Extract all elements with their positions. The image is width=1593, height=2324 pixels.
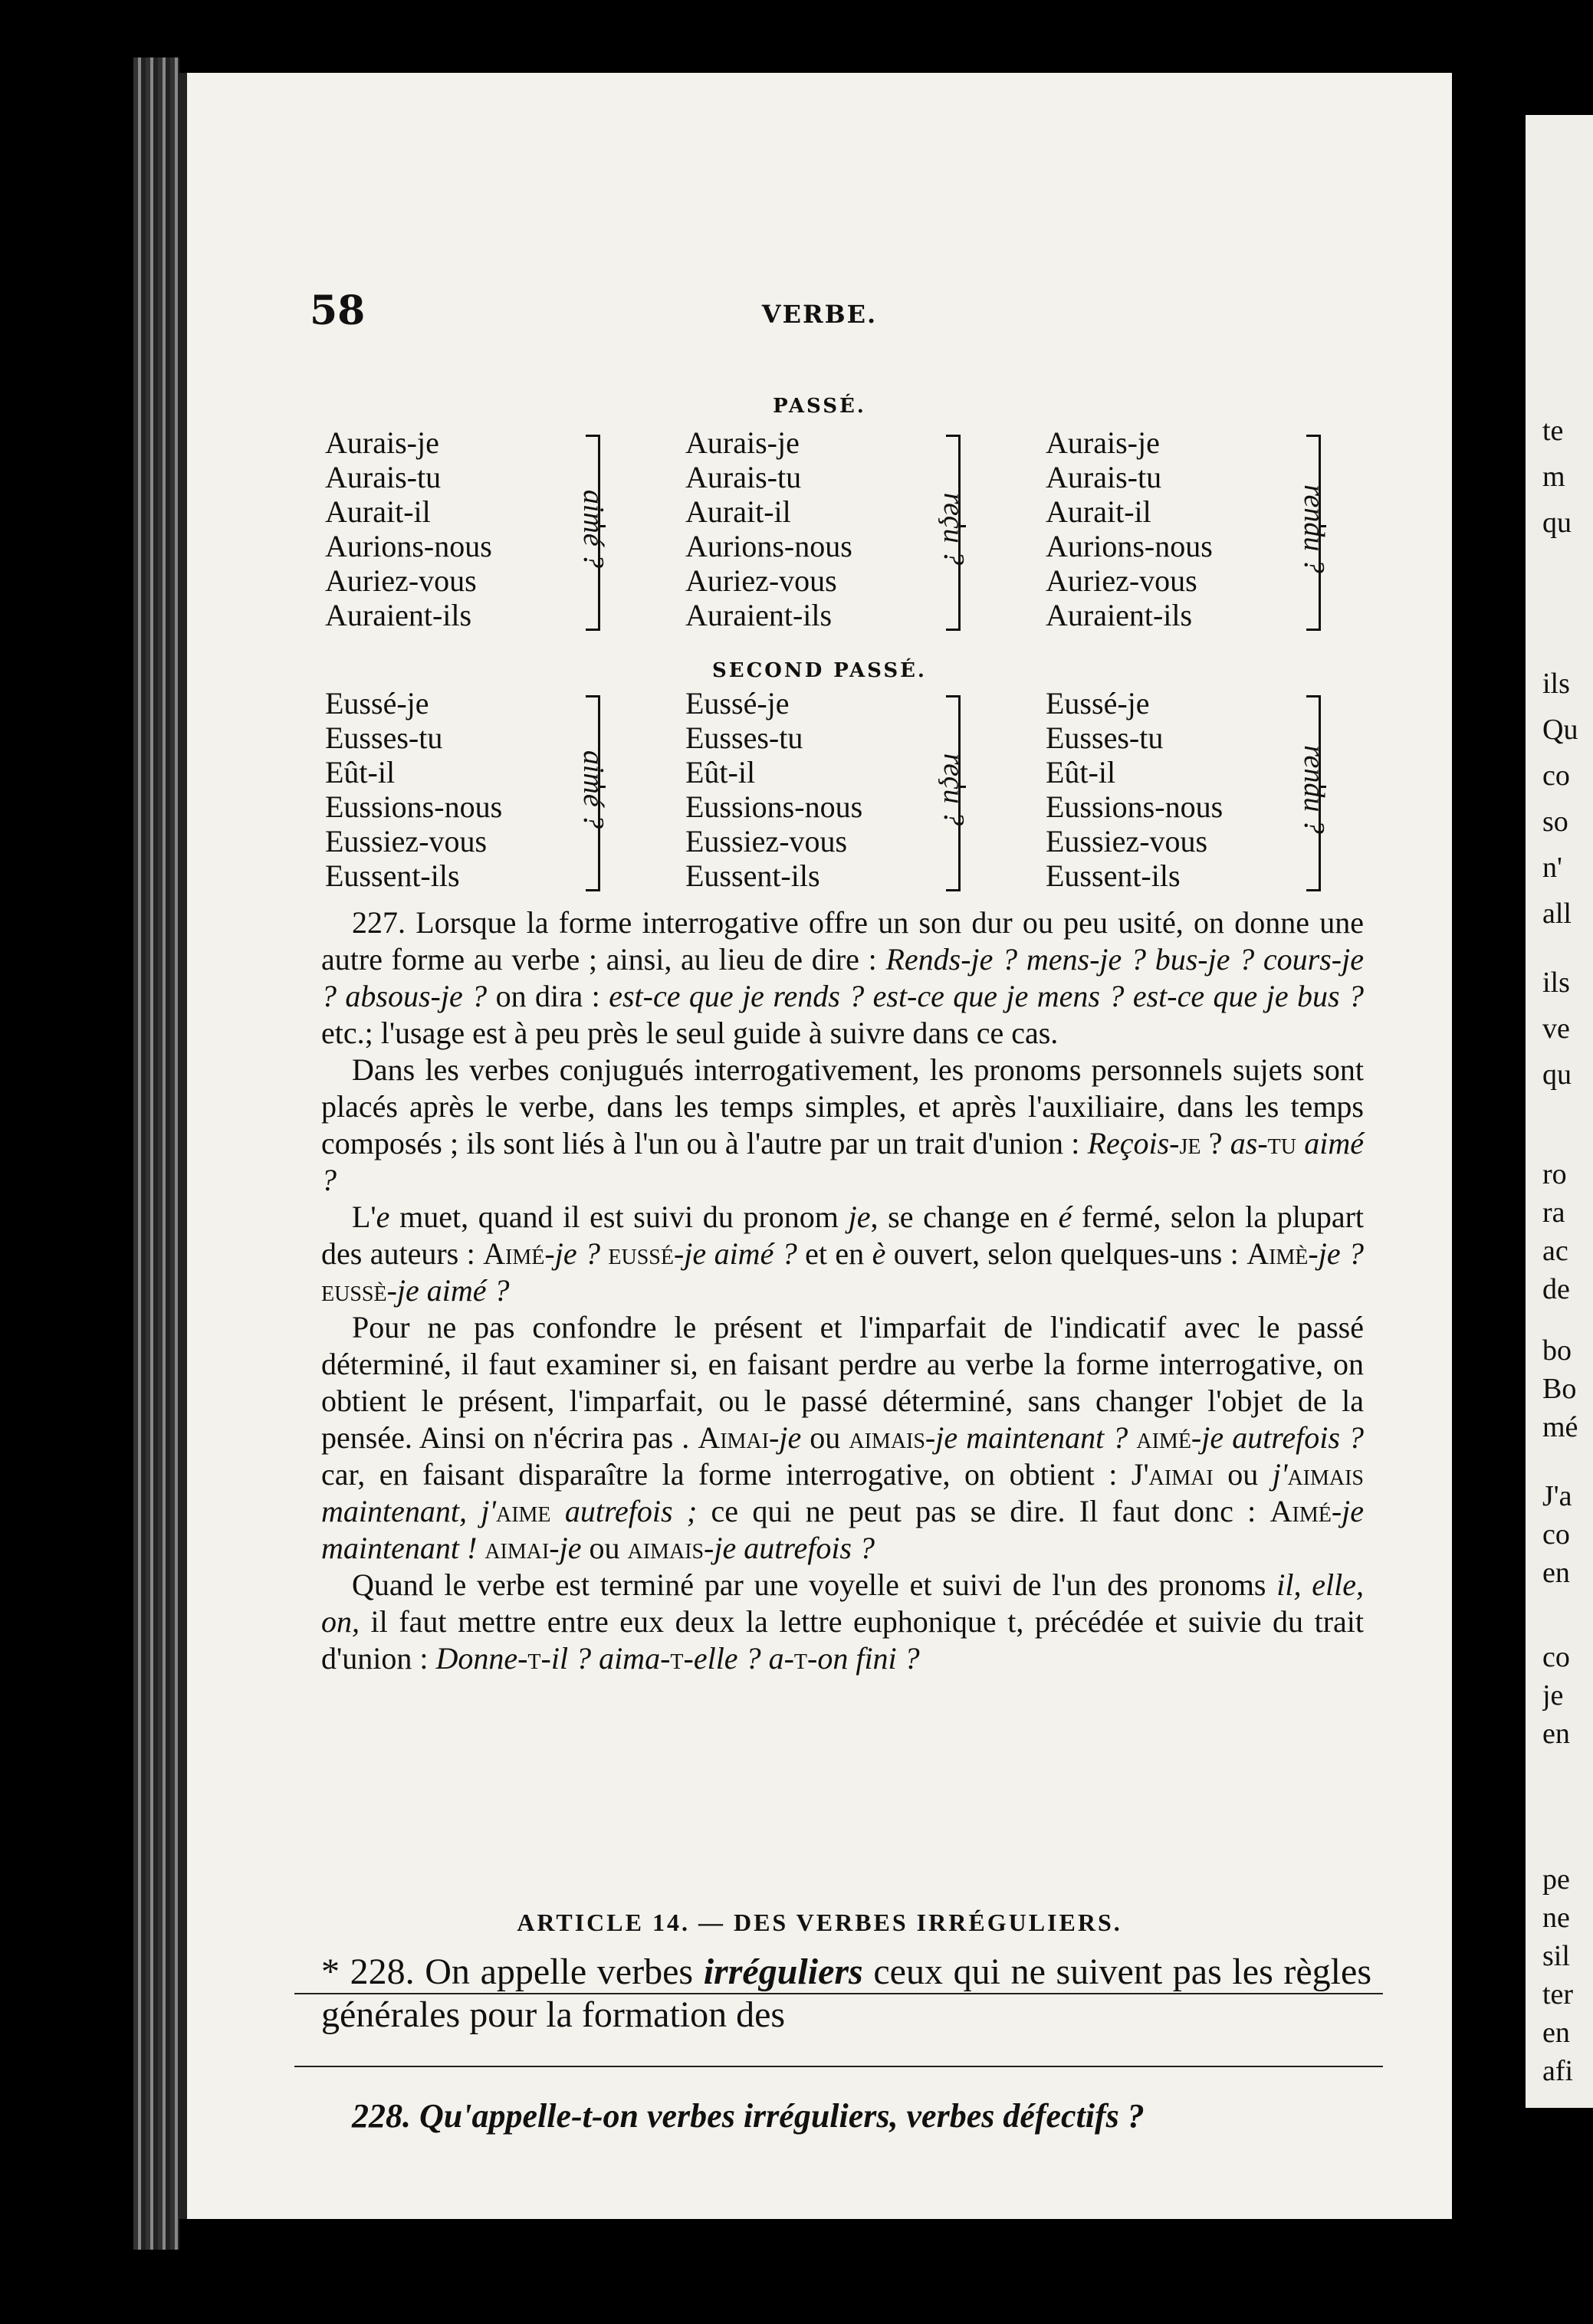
- conjugation-form: Eussé-je: [325, 686, 429, 721]
- paragraph-voyelle: Quand le verbe est terminé par une voyelle et suivi de l'un des pronoms il, elle, on, il faut mettre entre eux deux la lettre euphonique t, précédée et suivie du trait d'union : Donne-t-il ? aima-t-elle ? a-t-on fini ?: [321, 1567, 1364, 1676]
- article-heading: ARTICLE 14. — DES VERBES IRRÉGULIERS.: [517, 1909, 1122, 1936]
- conjugation-form: Aurait-il: [685, 494, 791, 529]
- participle-label: rendu ?: [1298, 484, 1330, 573]
- conjugation-form: Aurais-tu: [325, 460, 442, 494]
- conjugation-form: Eussions-nous: [685, 789, 863, 824]
- participle-label: reçu ?: [938, 492, 970, 566]
- conjugation-form: Eussiez-vous: [1046, 824, 1208, 858]
- conjugation-column: [1046, 425, 1383, 632]
- conjugation-form: Eût-il: [325, 755, 396, 789]
- conjugation-form: Eussiez-vous: [325, 824, 488, 858]
- conjugation-table-passe: [325, 425, 1352, 632]
- body-text: [321, 904, 1364, 1677]
- conjugation-form: Aurions-nous: [685, 529, 852, 563]
- conjugation-table-second-passe: [325, 686, 1352, 893]
- conjugation-form: Auriez-vous: [685, 563, 837, 598]
- conjugation-form: Eusses-tu: [325, 721, 443, 755]
- paragraph-confondre: Pour ne pas confondre le présent et l'imparfait de l'indicatif avec le passé déterminé, il faut examiner si, en faisant perdre au verbe la forme interrogative, on obtient le présent, l'imparfait, ou le passé déterminé, sans changer l'objet de la pensée. Ainsi on n'écrira pas . Aimai-je ou aimais-je maintenant ? aimé-je autrefois ? car, en faisant disparaître la forme interrogative, on obtient : J'aimai ou j'aimais maintenant, j'aime autrefois ; ce qui ne peut pas se dire. Il faut donc : Aimé-je maintenant ! aimai-je ou aimais-je autrefois ?: [321, 1310, 1365, 1565]
- conjugation-form: Auriez-vous: [1046, 563, 1197, 598]
- conjugation-form: Aurions-nous: [1046, 529, 1213, 563]
- page-header: [187, 287, 1452, 333]
- conjugation-form: Eussent-ils: [325, 858, 460, 893]
- conjugation-form: Aurait-il: [325, 494, 431, 529]
- conjugation-form: Eussé-je: [1046, 686, 1150, 721]
- conjugation-form: Eussé-je: [685, 686, 790, 721]
- conjugation-form: Aurais-tu: [685, 460, 802, 494]
- conjugation-form: Aurait-il: [1046, 494, 1151, 529]
- running-title: VERBE.: [761, 300, 878, 329]
- conjugation-form: Eussiez-vous: [685, 824, 848, 858]
- page-number: 58: [310, 287, 366, 334]
- paragraph-pronoms: Dans les verbes conjugués interrogativement, les pronoms personnels sujets sont placés après le verbe, dans les temps simples, et après l'auxiliaire, dans les temps composés ; ils sont liés à l'un ou à l'autre par un trait d'union : Reçois-je ? as-tu aimé ?: [321, 1052, 1364, 1197]
- conjugation-column: [325, 425, 662, 632]
- conjugation-column: [1046, 686, 1383, 893]
- footnote-question: 228. Qu'appelle-t-on verbes irréguliers, verbes défectifs ?: [352, 2097, 1145, 2135]
- conjugation-form: Aurions-nous: [325, 529, 492, 563]
- conjugation-form: Auraient-ils: [685, 598, 833, 632]
- conjugation-form: Eusses-tu: [1046, 721, 1164, 755]
- conjugation-form: Auraient-ils: [325, 598, 472, 632]
- adjacent-page-fragment: te m qu ils Qu co so n' all ils ve qu ro ra ac de bo Bo mé J'a co en co je en pe ne sil ter en afi: [1526, 115, 1593, 2108]
- conjugation-form: Aurais-je: [1046, 425, 1160, 460]
- conjugation-form: Eût-il: [1046, 755, 1116, 789]
- conjugation-form: Eussions-nous: [325, 789, 503, 824]
- conjugation-form: Eussent-ils: [1046, 858, 1181, 893]
- conjugation-form: Eusses-tu: [685, 721, 803, 755]
- conjugation-form: Eût-il: [685, 755, 756, 789]
- footnote-divider: [294, 2066, 1383, 2067]
- tense-title-passe: PASSÉ.: [773, 395, 866, 418]
- conjugation-form: Aurais-tu: [1046, 460, 1162, 494]
- conjugation-column: [325, 686, 662, 893]
- conjugation-form: Eussions-nous: [1046, 789, 1223, 824]
- participle-label: aimé ?: [577, 750, 609, 829]
- conjugation-column: [685, 686, 1023, 893]
- participle-label: aimé ?: [577, 489, 609, 569]
- conjugation-form: Auraient-ils: [1046, 598, 1193, 632]
- paragraph-e-muet: L'e muet, quand il est suivi du pronom je, se change en é fermé, selon la plupart des auteurs : Aimé-je ? eussé-je aimé ? et en è ouvert, selon quelques-uns : Aimè-je ? eussè-je aimé ?: [321, 1200, 1364, 1308]
- conjugation-form: Aurais-je: [685, 425, 800, 460]
- conjugation-form: Eussent-ils: [685, 858, 820, 893]
- paragraph-227: 227. Lorsque la forme interrogative offre un son dur ou peu usité, on donne une autre forme au verbe ; ainsi, au lieu de dire : Rends-je ? mens-je ? bus-je ? cours-je ? absous-je ? on dira : est-ce que je rends ? est-ce que je mens ? est-ce que je bus ? etc.; l'usage est à peu près le seul guide à suivre dans ce cas.: [321, 905, 1364, 1050]
- divider: [294, 1993, 1383, 1994]
- book-page: [176, 73, 1452, 2219]
- paragraph-228: * 228. On appelle verbes irréguliers ceux qui ne suivent pas les règles générales pour la formation des: [321, 1951, 1371, 2035]
- conjugation-column: [685, 425, 1023, 632]
- participle-label: reçu ?: [938, 753, 970, 826]
- participle-label: rendu ?: [1298, 745, 1330, 834]
- tense-title-second-passe: SECOND PASSÉ.: [712, 659, 927, 682]
- conjugation-form: Aurais-je: [325, 425, 439, 460]
- conjugation-form: Auriez-vous: [325, 563, 477, 598]
